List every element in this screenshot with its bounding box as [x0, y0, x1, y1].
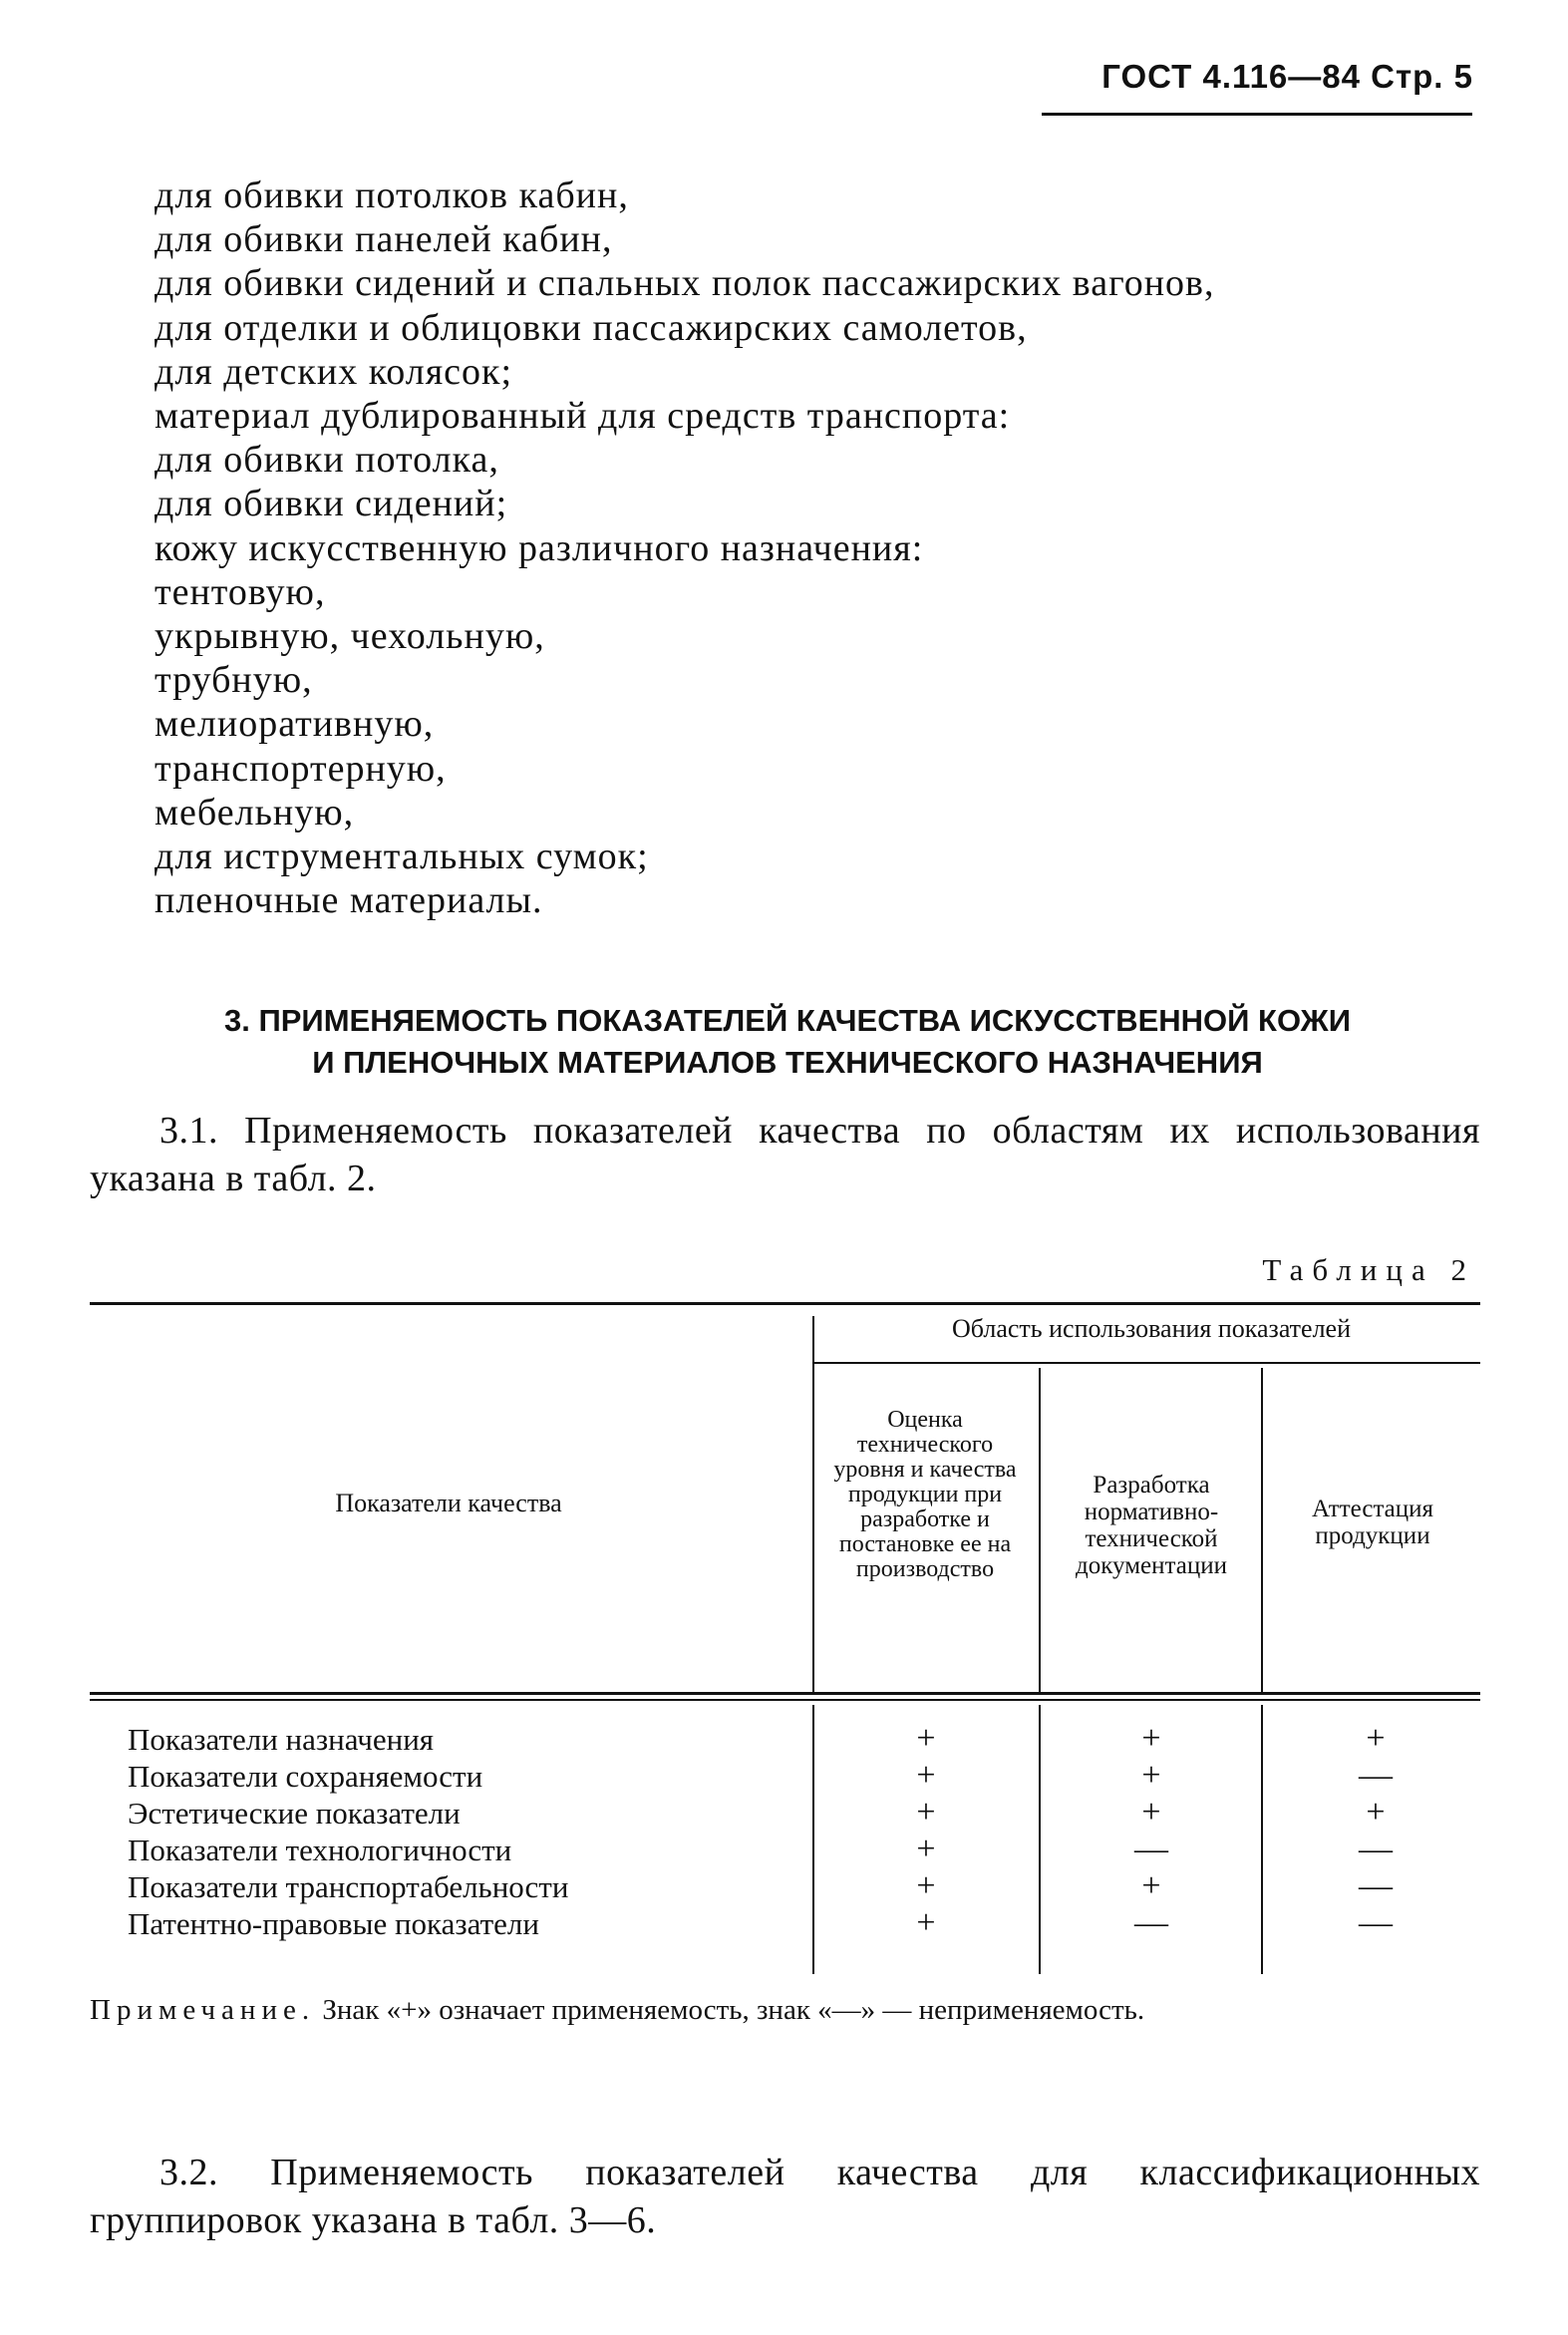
- table-row-label: Эстетические показатели: [128, 1796, 461, 1831]
- section-heading: [150, 1000, 1425, 1084]
- table-vline-2: [1039, 1368, 1041, 1695]
- table-header-rule-double: [90, 1699, 1480, 1701]
- paragraph-3-2: 3.2. Применяемость показателей качества для классификационных группировок указана в табл. 3—6.: [90, 2152, 1480, 2241]
- table-cell-mark: +: [916, 1794, 936, 1831]
- table-cell-mark: +: [916, 1904, 936, 1941]
- list-item: транспортерную,: [155, 747, 447, 790]
- table-cell-mark: +: [916, 1831, 936, 1867]
- table-row-label: Показатели транспортабельности: [128, 1869, 569, 1904]
- list-item: для обивки потолка,: [155, 439, 499, 482]
- list-item: для обивки потолков кабин,: [155, 174, 629, 216]
- list-item: мебельную,: [155, 791, 355, 834]
- list-item: трубную,: [155, 659, 313, 702]
- list-item: пленочные материалы.: [155, 879, 543, 922]
- table-cell-mark: —: [1359, 1904, 1393, 1941]
- table-cell-mark: +: [916, 1720, 936, 1757]
- table-cell-mark: —: [1134, 1904, 1168, 1941]
- paragraph-3-1: 3.1. Применяемость показателей качества по областям их использования указана в табл. 2.: [90, 1110, 1480, 1199]
- table-header-technical-level: Оценка технического уровня и качества продукции при разработке и постановке ее на производство: [833, 1407, 1017, 1582]
- table-cell-mark: +: [916, 1757, 936, 1794]
- table-cell-mark: —: [1359, 1867, 1393, 1904]
- list-item: для обивки сидений и спальных полок пассажирских вагонов,: [155, 262, 1215, 305]
- list-item: материал дублированный для средств транспорта:: [155, 395, 1011, 438]
- list-item: для иструментальных сумок;: [155, 835, 649, 878]
- list-item: укрывную, чехольную,: [155, 615, 545, 658]
- table-top-rule: [90, 1302, 1480, 1305]
- table-cell-mark: +: [1366, 1720, 1386, 1757]
- table-header-normative-docs: Разработка нормативно-технической документации: [1076, 1472, 1227, 1579]
- table-header-group: Область использования показателей: [951, 1314, 1352, 1343]
- table-cell-mark: +: [1141, 1867, 1161, 1904]
- table-row-label: Патентно-правовые показатели: [128, 1906, 539, 1941]
- table-cell-mark: —: [1134, 1831, 1168, 1867]
- table-cell-mark: +: [1141, 1794, 1161, 1831]
- note-text: Знак «+» означает применяемость, знак «—» — неприменяемость.: [322, 1994, 1145, 2026]
- list-item: мелиоративную,: [155, 703, 435, 746]
- materials-list: [155, 173, 1480, 922]
- table-row-label: Показатели назначения: [128, 1722, 435, 1757]
- table-cell-mark: —: [1359, 1831, 1393, 1867]
- table-row-label: Показатели сохраняемости: [128, 1759, 483, 1794]
- list-item: для обивки сидений;: [155, 483, 508, 525]
- page-header: ГОСТ 4.116—84 Стр. 5: [1101, 58, 1473, 95]
- table-cell-mark: —: [1359, 1757, 1393, 1794]
- header-rule: [1042, 113, 1472, 116]
- table-vline-1: [812, 1316, 814, 1695]
- table-cell-mark: +: [916, 1867, 936, 1904]
- note-lead: Примечание.: [90, 1994, 316, 2026]
- table-row-label: Показатели технологичности: [128, 1833, 512, 1867]
- list-item: для детских колясок;: [155, 350, 513, 393]
- list-item: для обивки панелей кабин,: [155, 218, 613, 261]
- table-cell-mark: +: [1141, 1757, 1161, 1794]
- section-heading-line1: 3. ПРИМЕНЯЕМОСТЬ ПОКАЗАТЕЛЕЙ КАЧЕСТВА ИСКУССТВЕННОЙ КОЖИ: [224, 1003, 1351, 1038]
- table-vline-3: [1261, 1368, 1263, 1695]
- table-cell-mark: +: [1141, 1720, 1161, 1757]
- table-cell-mark: +: [1366, 1794, 1386, 1831]
- table-caption: Таблица 2: [1262, 1252, 1475, 1287]
- table-header-indicators: Показатели качества: [335, 1489, 562, 1517]
- list-item: тентовую,: [155, 570, 326, 613]
- list-item: для отделки и облицовки пассажирских самолетов,: [155, 306, 1028, 349]
- table-group-rule: [814, 1362, 1480, 1364]
- section-heading-line2: И ПЛЕНОЧНЫХ МАТЕРИАЛОВ ТЕХНИЧЕСКОГО НАЗНАЧЕНИЯ: [312, 1045, 1263, 1080]
- list-item: кожу искусственную различного назначения:: [155, 526, 924, 569]
- table-body-vline-2: [1039, 1705, 1041, 1974]
- table-header-certification: Аттестация продукции: [1311, 1496, 1434, 1549]
- table-body-vline-3: [1261, 1705, 1263, 1974]
- table-body-vline-1: [812, 1705, 814, 1974]
- table-note: [90, 1989, 1480, 2031]
- table-header-rule: [90, 1692, 1480, 1695]
